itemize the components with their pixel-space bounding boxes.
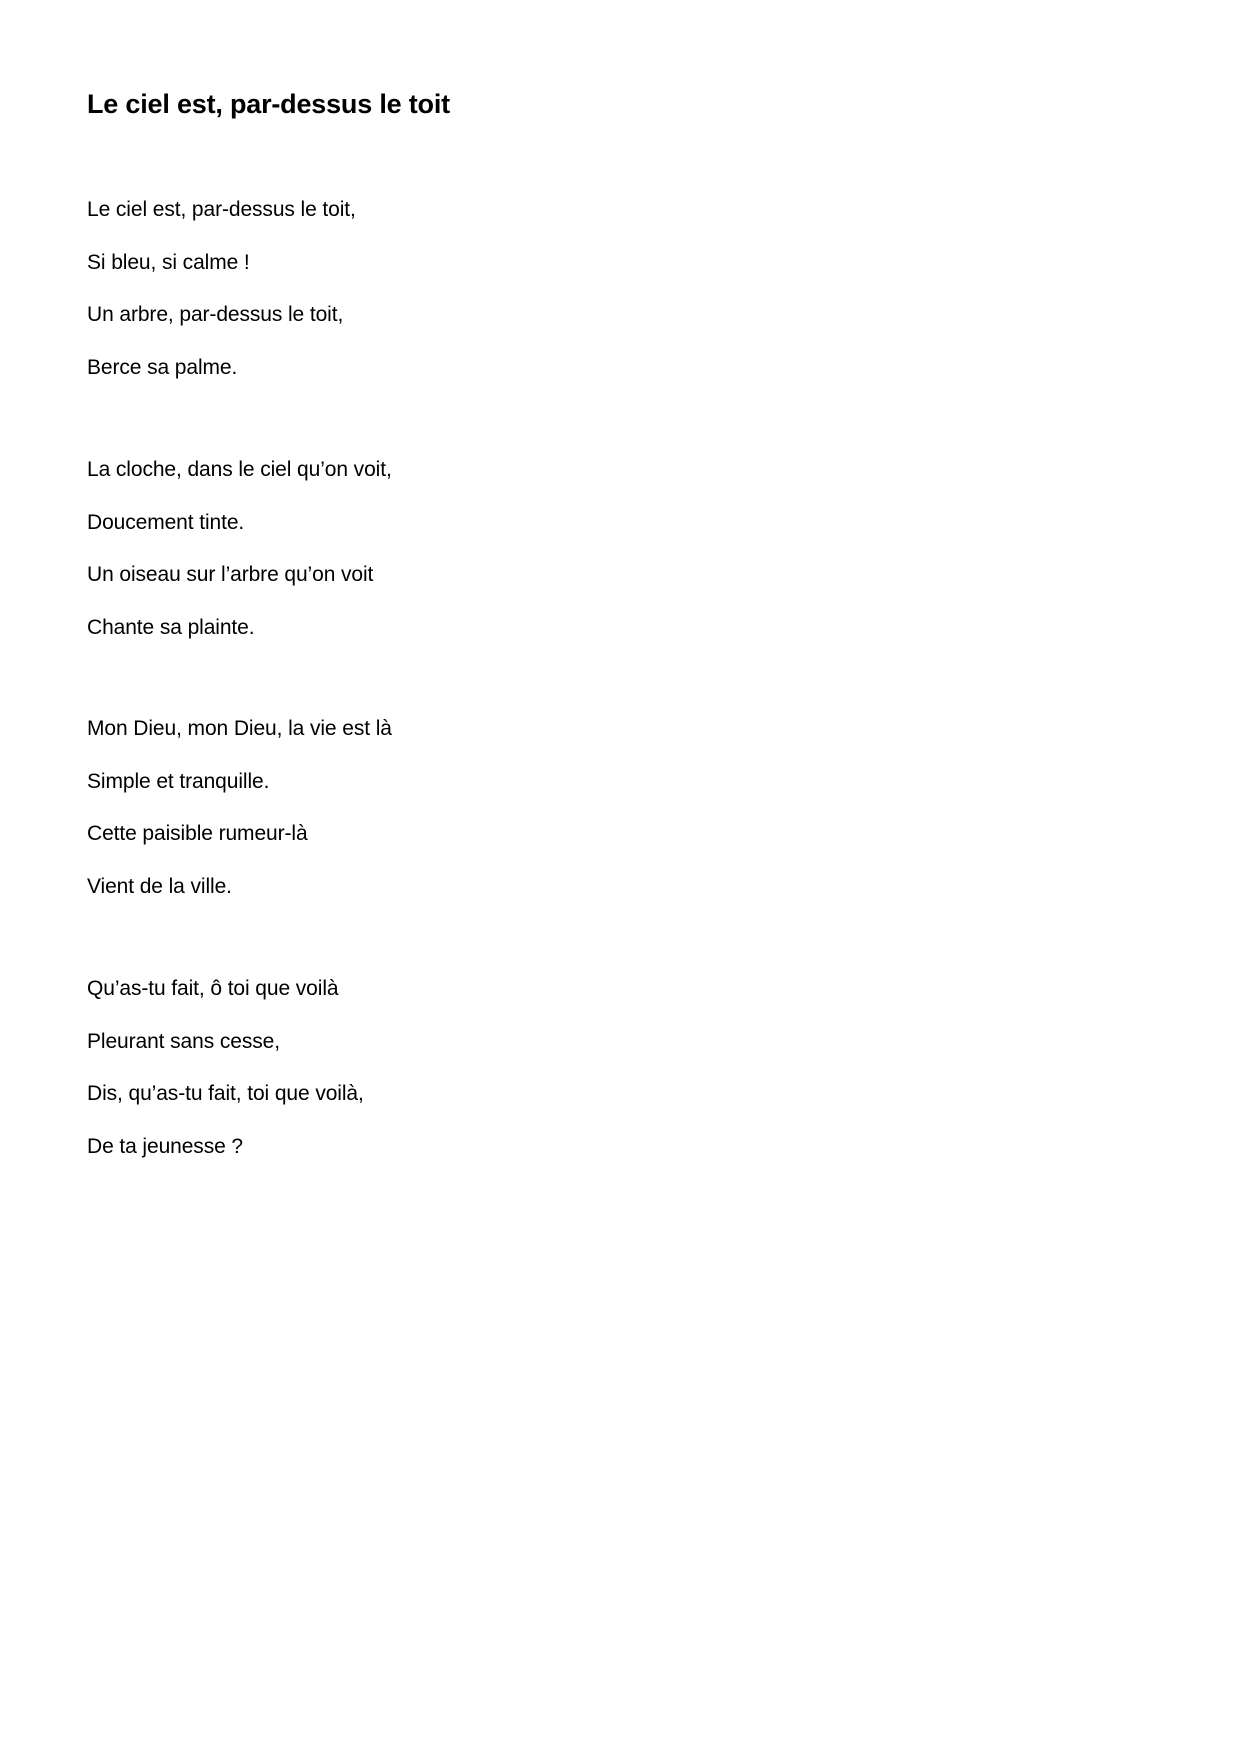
stanza-4 xyxy=(87,974,364,1184)
verse-line: Qu’as-tu fait, ô toi que voilà xyxy=(87,977,339,1000)
verse-line: Chante sa plainte. xyxy=(87,615,255,639)
verse-line: Dis, qu’as-tu fait, toi que voilà, xyxy=(87,1082,364,1105)
verse-line: Le ciel est, par-dessus le toit, xyxy=(87,198,356,221)
stanza-2 xyxy=(87,455,392,665)
verse-line: Doucement tinte. xyxy=(87,510,245,534)
stanza-1 xyxy=(87,195,356,405)
verse-line: Simple et tranquille. xyxy=(87,769,270,793)
verse-line: Pleurant sans cesse, xyxy=(87,1029,280,1053)
verse-line: De ta jeunesse ? xyxy=(87,1134,244,1158)
verse-line: Si bleu, si calme ! xyxy=(87,250,250,274)
verse-line: La cloche, dans le ciel qu’on voit, xyxy=(87,458,392,481)
poem-title: Le ciel est, par-dessus le toit xyxy=(87,89,450,119)
verse-line: Vient de la ville. xyxy=(87,874,232,898)
verse-line: Mon Dieu, mon Dieu, la vie est là xyxy=(87,717,392,740)
stanza-3 xyxy=(87,714,392,924)
verse-line: Berce sa palme. xyxy=(87,355,238,379)
verse-line: Cette paisible rumeur-là xyxy=(87,822,308,845)
verse-line: Un arbre, par-dessus le toit, xyxy=(87,303,344,326)
verse-line: Un oiseau sur l’arbre qu’on voit xyxy=(87,563,374,586)
